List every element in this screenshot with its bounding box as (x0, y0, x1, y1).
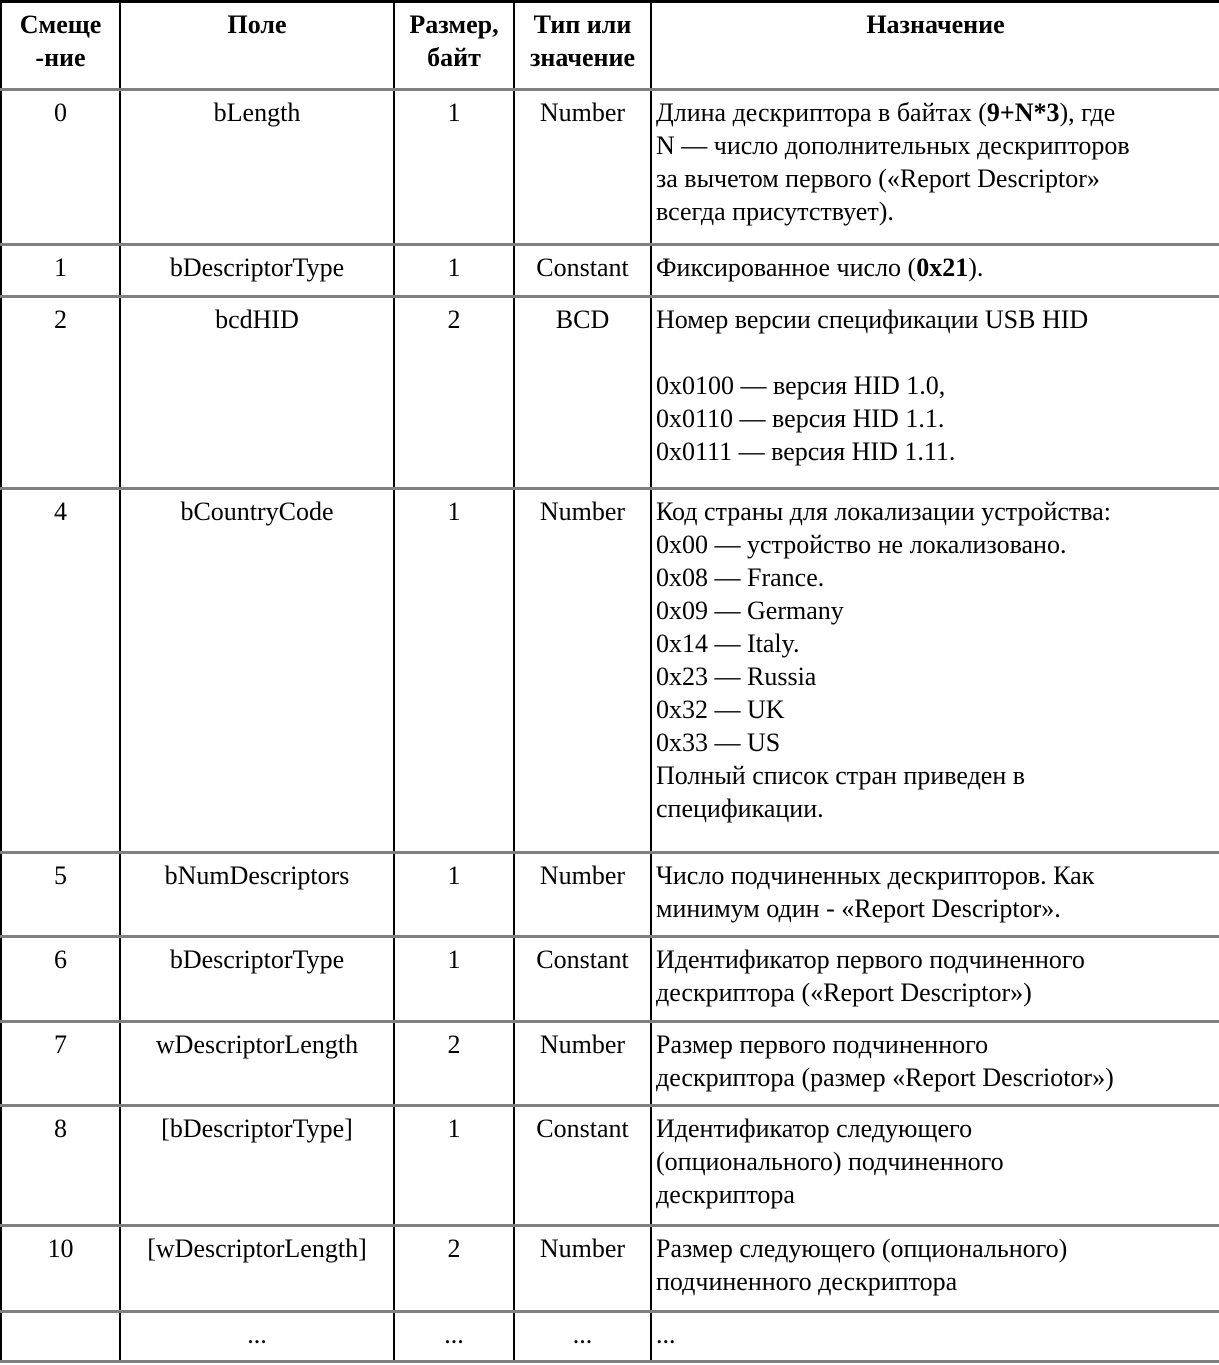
text: Размер первого подчиненного (656, 1030, 989, 1059)
text: Идентификатор следующего (656, 1114, 973, 1143)
text: 0x23 — Russia (656, 662, 817, 691)
table-row (1, 1106, 1219, 1226)
offset-cell: 2 (1, 297, 120, 489)
purpose-line (656, 336, 1215, 369)
type-cell: Number (514, 1022, 651, 1106)
purpose-line (656, 195, 1215, 228)
purpose-cell (651, 1226, 1219, 1312)
table-row (1, 1022, 1219, 1106)
size-cell: 1 (394, 1106, 514, 1226)
purpose-line (656, 1028, 1215, 1061)
text: (опционального) подчиненного (656, 1147, 1004, 1176)
purpose-cell (651, 853, 1219, 937)
purpose-cell (651, 245, 1219, 297)
text: 0x32 — UK (656, 695, 785, 724)
text: 0x0110 — версия HID 1.1. (656, 404, 945, 433)
purpose-line (656, 1112, 1215, 1145)
header-line: Назначение (866, 10, 1005, 39)
purpose-line (656, 129, 1215, 162)
size-cell: 1 (394, 90, 514, 245)
purpose-line (656, 627, 1215, 660)
text: 0x0111 — версия HID 1.11. (656, 437, 956, 466)
type-cell: Number (514, 90, 651, 245)
purpose-line (656, 1178, 1215, 1211)
purpose-line (656, 162, 1215, 195)
text: подчиненного дескриптора (656, 1267, 958, 1296)
text: Длина дескриптора в байтах ( (656, 98, 987, 127)
purpose-line (656, 495, 1215, 528)
header-line: Размер, (409, 10, 499, 39)
offset-cell: 10 (1, 1226, 120, 1312)
header-line: значение (529, 43, 636, 72)
table-body (1, 90, 1219, 1362)
purpose-cell (651, 297, 1219, 489)
purpose-line (656, 660, 1215, 693)
type-cell: Number (514, 853, 651, 937)
purpose-line (656, 892, 1215, 925)
purpose-line (656, 1061, 1215, 1094)
offset-cell: 4 (1, 489, 120, 853)
purpose-line (656, 1318, 1215, 1351)
header-line: Смеще (19, 10, 102, 39)
field-cell: ... (120, 1312, 394, 1362)
purpose-line (656, 792, 1215, 825)
bold-text: 9+N*3 (986, 98, 1060, 127)
field-cell: bCountryCode (120, 489, 394, 853)
text: за вычетом первого («Report Descriptor» (656, 164, 1100, 193)
purpose-line (656, 859, 1215, 892)
purpose-line (656, 561, 1215, 594)
bold-text: 0x21 (916, 253, 969, 282)
column-header-field (120, 2, 394, 90)
text: Число подчиненных дескрипторов. Как (656, 861, 1095, 890)
text: N — число дополнительных дескрипторов (656, 131, 1130, 160)
text: минимум один - «Report Descriptor». (656, 894, 1061, 923)
text: дескриптора (656, 1180, 795, 1209)
field-cell: bNumDescriptors (120, 853, 394, 937)
text: ). (968, 253, 984, 282)
text: 0x09 — Germany (656, 596, 844, 625)
text: Код страны для локализации устройства: (656, 497, 1111, 526)
field-cell: bDescriptorType (120, 937, 394, 1022)
column-header-size (394, 2, 514, 90)
header-line: байт (427, 43, 481, 72)
table-row (1, 489, 1219, 853)
table-row (1, 90, 1219, 245)
text: Фиксированное число ( (656, 253, 917, 282)
purpose-line (656, 402, 1215, 435)
offset-cell (1, 1312, 120, 1362)
text: Идентификатор первого подчиненного (656, 945, 1085, 974)
offset-cell: 6 (1, 937, 120, 1022)
table-row (1, 245, 1219, 297)
text: ... (656, 1320, 676, 1349)
purpose-cell (651, 489, 1219, 853)
text: ), где (1059, 98, 1116, 127)
offset-cell: 0 (1, 90, 120, 245)
type-cell: Constant (514, 937, 651, 1022)
purpose-line (656, 96, 1215, 129)
text: всегда присутствует). (656, 197, 894, 226)
field-cell: [bDescriptorType] (120, 1106, 394, 1226)
size-cell: 1 (394, 937, 514, 1022)
size-cell: 2 (394, 1226, 514, 1312)
table-row (1, 853, 1219, 937)
table-header (1, 2, 1219, 90)
text: 0x33 — US (656, 728, 781, 757)
type-cell: Constant (514, 1106, 651, 1226)
purpose-cell (651, 90, 1219, 245)
purpose-line (656, 1145, 1215, 1178)
purpose-line (656, 976, 1215, 1009)
purpose-line (656, 943, 1215, 976)
purpose-line (656, 1232, 1215, 1265)
field-cell: [wDescriptorLength] (120, 1226, 394, 1312)
offset-cell: 5 (1, 853, 120, 937)
table-row (1, 297, 1219, 489)
type-cell: BCD (514, 297, 651, 489)
offset-cell: 8 (1, 1106, 120, 1226)
purpose-line (656, 759, 1215, 792)
offset-cell: 1 (1, 245, 120, 297)
text: 0x0100 — версия HID 1.0, (656, 371, 946, 400)
header-line: Поле (227, 10, 287, 39)
type-cell: Number (514, 1226, 651, 1312)
size-cell: 1 (394, 489, 514, 853)
size-cell: 1 (394, 245, 514, 297)
offset-cell: 7 (1, 1022, 120, 1106)
column-header-type (514, 2, 651, 90)
table-row (1, 937, 1219, 1022)
text: Номер версии спецификации USB HID (656, 305, 1089, 334)
text: спецификации. (656, 794, 824, 823)
table-row (1, 1226, 1219, 1312)
size-cell: ... (394, 1312, 514, 1362)
purpose-line (656, 369, 1215, 402)
purpose-line (656, 303, 1215, 336)
field-cell: bLength (120, 90, 394, 245)
text: Размер следующего (опционального) (656, 1234, 1068, 1263)
purpose-line (656, 251, 1215, 284)
field-cell: bDescriptorType (120, 245, 394, 297)
purpose-line (656, 528, 1215, 561)
size-cell: 2 (394, 1022, 514, 1106)
type-cell: Constant (514, 245, 651, 297)
purpose-line (656, 435, 1215, 468)
header-line: Тип или (533, 10, 632, 39)
purpose-line (656, 1265, 1215, 1298)
header-row (1, 2, 1219, 90)
column-header-purpose (651, 2, 1219, 90)
type-cell: Number (514, 489, 651, 853)
text: дескриптора (размер «Report Descriotor») (656, 1063, 1114, 1092)
type-cell: ... (514, 1312, 651, 1362)
text: 0x08 — France. (656, 563, 825, 592)
field-cell: wDescriptorLength (120, 1022, 394, 1106)
size-cell: 2 (394, 297, 514, 489)
field-cell: bcdHID (120, 297, 394, 489)
text: 0x00 — устройство не локализовано. (656, 530, 1067, 559)
purpose-line (656, 726, 1215, 759)
purpose-cell (651, 1106, 1219, 1226)
table-row (1, 1312, 1219, 1362)
column-header-offset (1, 2, 120, 90)
header-line: -ние (35, 43, 86, 72)
text: дескриптора («Report Descriptor») (656, 978, 1032, 1007)
purpose-cell (651, 937, 1219, 1022)
purpose-line (656, 693, 1215, 726)
size-cell: 1 (394, 853, 514, 937)
text: Полный список стран приведен в (656, 761, 1026, 790)
purpose-cell (651, 1312, 1219, 1362)
purpose-line (656, 594, 1215, 627)
purpose-cell (651, 1022, 1219, 1106)
text: 0x14 — Italy. (656, 629, 800, 658)
